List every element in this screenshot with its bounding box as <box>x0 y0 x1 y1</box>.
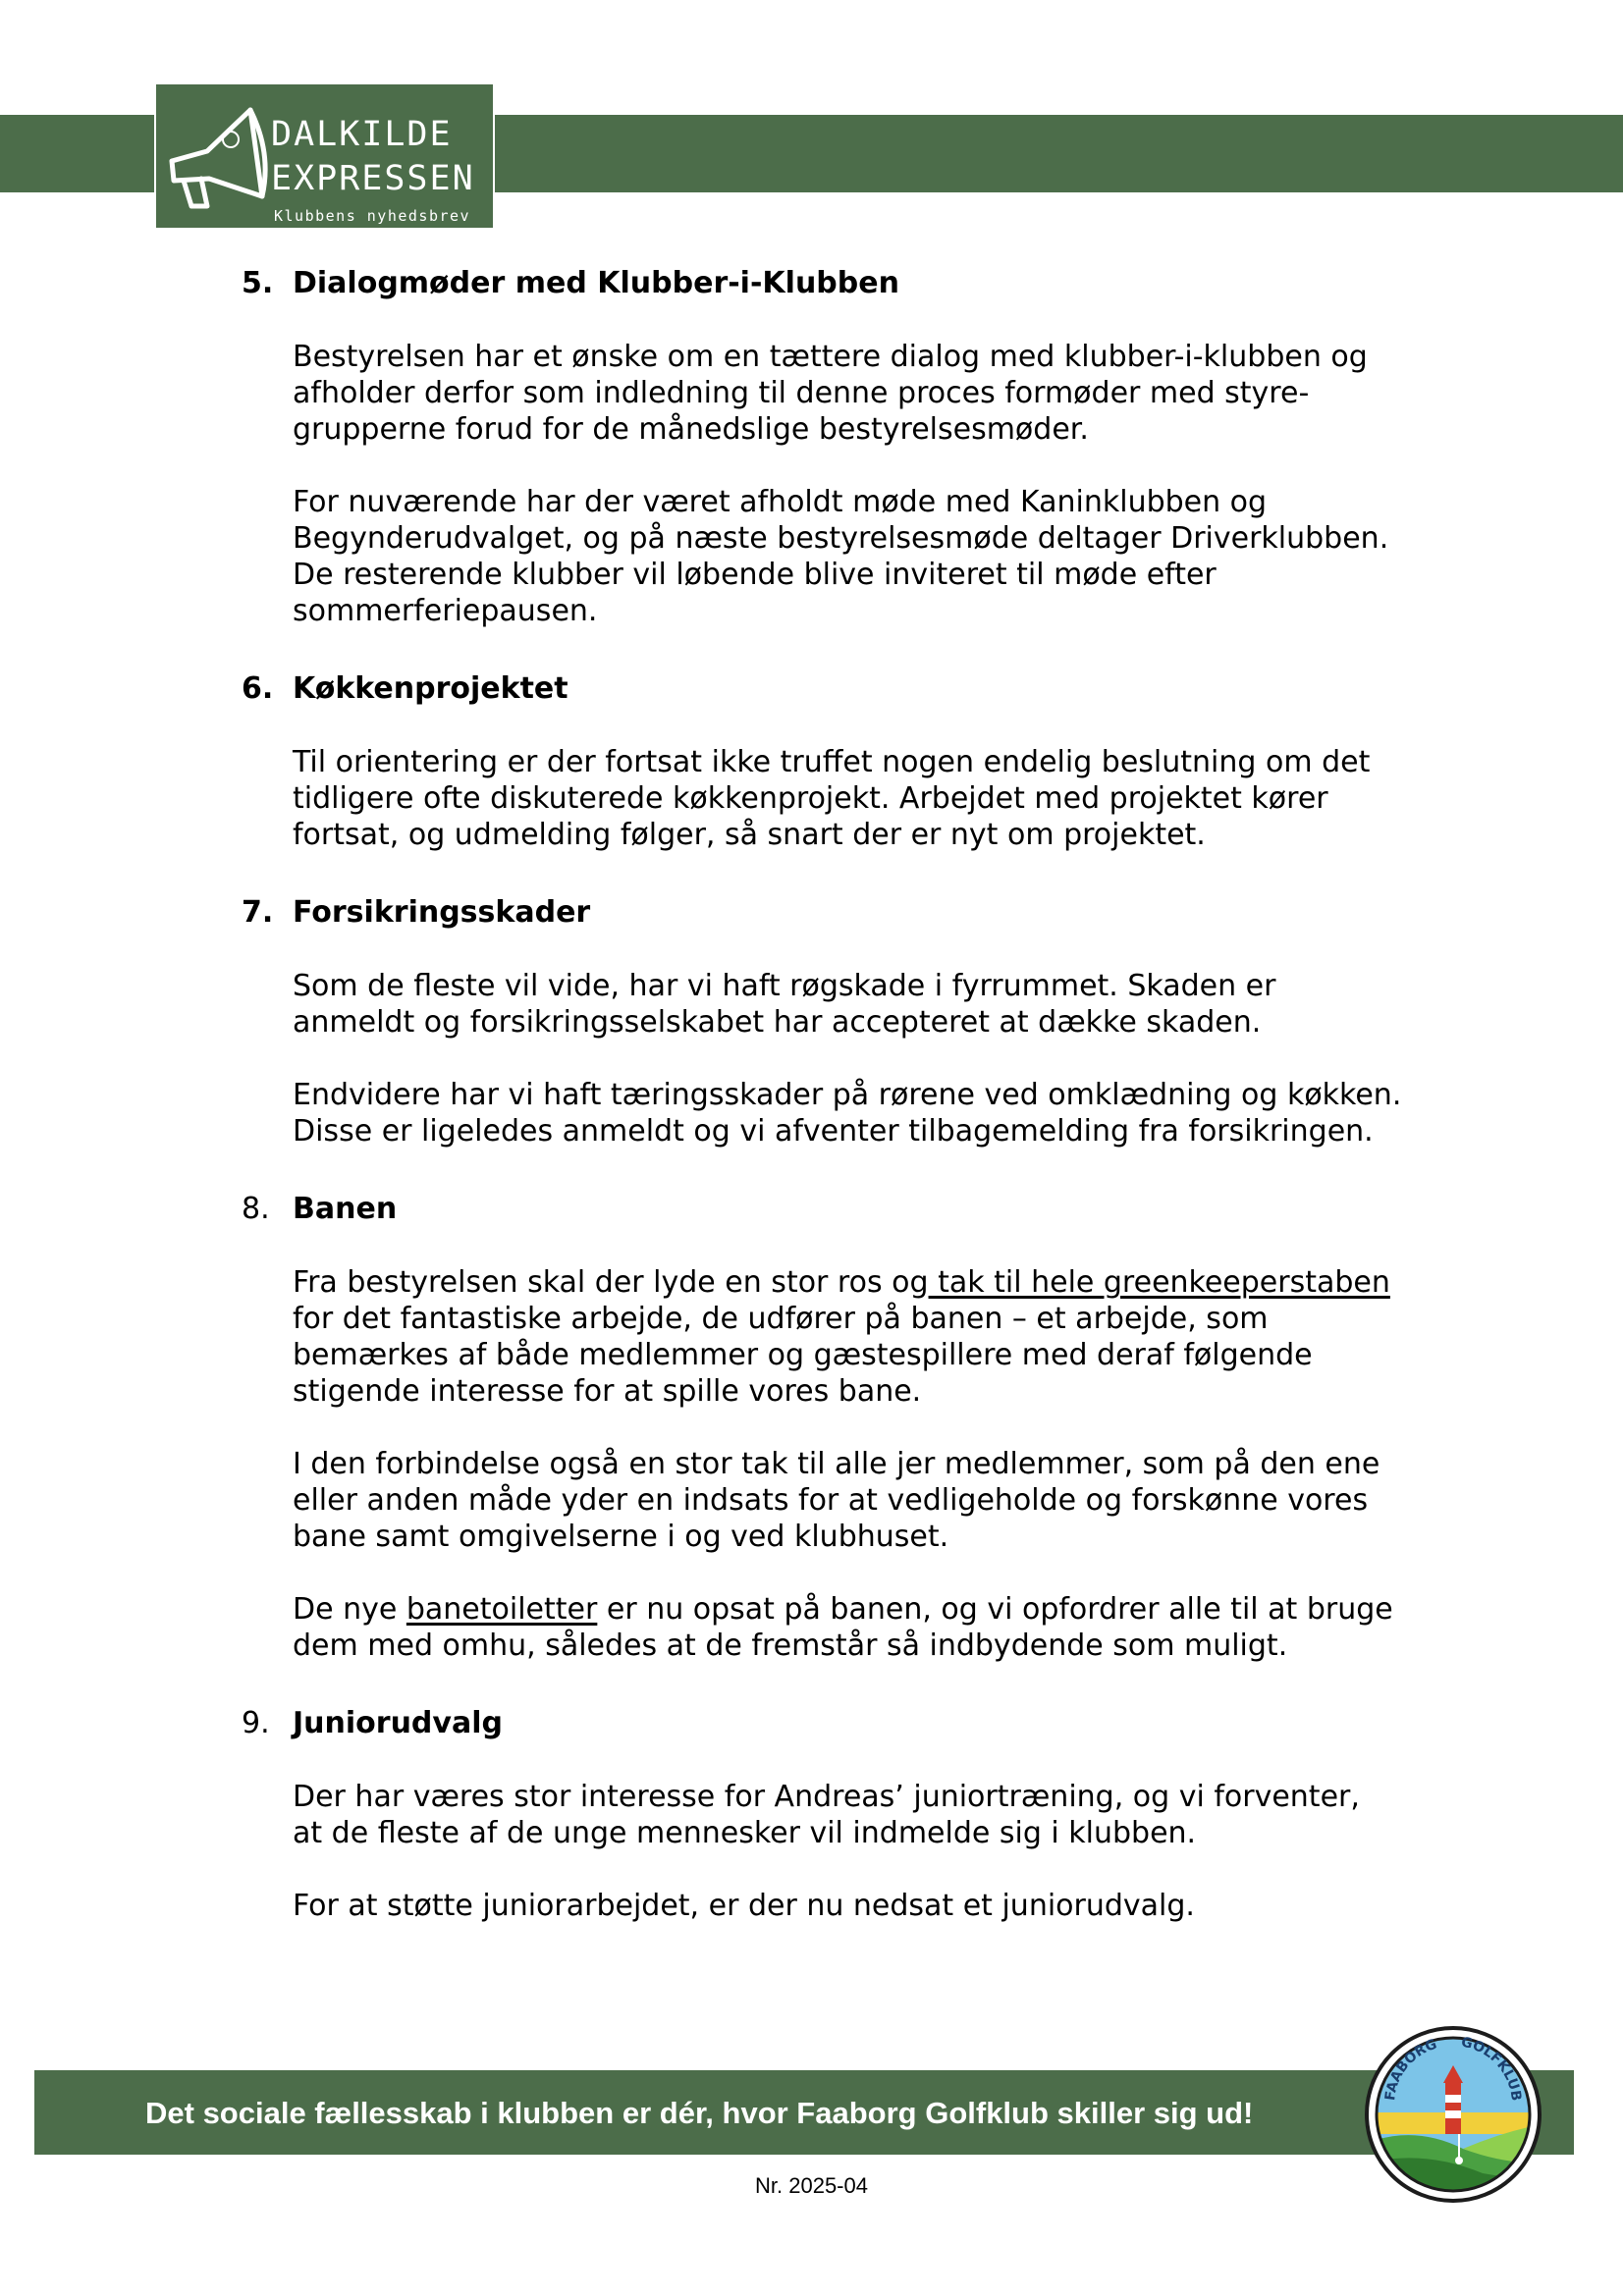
section-8 <box>242 1191 1449 1664</box>
section-number: 8. <box>242 1192 270 1226</box>
paragraph-text: for det fantastiske arbejde, de udfører på banen – et arbejde, som bemærkes af både medlemmer og gæstespillere med deraf følgende stigende interesse for at spille vores bane. <box>293 1302 1313 1409</box>
paragraph: I den forbindelse også en stor tak til alle jer medlemmer, som på den ene eller anden måde yder en indsats for at vedligeholde og forskønne vores bane samt omgivelserne i og ved klubhuset. <box>293 1447 1380 1554</box>
paragraph: Til orientering er der fortsat ikke truffet nogen endelig beslutning om det tidligere ofte diskuterede køkkenprojekt. Arbejdet med projektet kører fortsat, og udmelding følger, så snart der er nyt om projektet. <box>293 745 1371 852</box>
section-number: 6. <box>242 671 274 706</box>
megaphone-icon <box>162 96 276 212</box>
section-heading <box>242 1705 1449 1741</box>
section-6 <box>242 670 1449 853</box>
badge-text-faaborg: FAABORG <box>1382 2036 1439 2102</box>
section-heading <box>242 265 1449 301</box>
section-title: Dialogmøder med Klubber-i-Klubben <box>293 266 899 300</box>
logo-word-dalkilde: DALKILDE <box>271 115 453 154</box>
paragraph-text: er nu opsat på banen, og vi opfordrer alle til at bruge dem med omhu, således at de fremstår så indbydende som muligt. <box>293 1592 1393 1663</box>
paragraph: Endvidere har vi haft tæringsskader på rørene ved omklædning og køkken. Disse er ligeledes anmeldt og vi afventer tilbagemelding fra forsikringen. <box>293 1078 1402 1148</box>
issue-number: Nr. 2025-04 <box>755 2173 868 2198</box>
section-title: Banen <box>293 1192 398 1226</box>
paragraph <box>293 1264 1449 1410</box>
section-title: Juniorudvalg <box>293 1706 503 1740</box>
section-heading <box>242 894 1449 931</box>
section-number: 7. <box>242 895 274 930</box>
paragraph-text: Fra bestyrelsen skal der lyde en stor ros og <box>293 1265 929 1300</box>
newsletter-logo <box>154 82 495 230</box>
paragraph: Bestyrelsen har et ønske om en tættere dialog med klubber-i-klubben og afholder derfor som indledning til denne proces formøder med styre- grupperne forud for de månedslige bestyrelsesmøder. <box>293 340 1368 447</box>
section-heading <box>242 1191 1449 1227</box>
paragraph: Som de fleste vil vide, har vi haft røgskade i fyrrummet. Skaden er anmeldt og forsikringsselskabet har accepteret at dække skaden. <box>293 969 1276 1040</box>
footer-slogan: Det sociale fællesskab i klubben er dér, hvor Faaborg Golfklub skiller sig ud! <box>145 2096 1254 2130</box>
newsletter-body <box>242 265 1449 1965</box>
underlined-text: banetoiletter <box>406 1592 598 1627</box>
section-5 <box>242 265 1449 629</box>
section-heading <box>242 670 1449 707</box>
badge-text-golfklub: GOLFKLUB <box>1459 2034 1525 2103</box>
section-7 <box>242 894 1449 1149</box>
paragraph: For nuværende har der været afholdt møde med Kaninklubben og Begynderudvalget, og på næste bestyrelsesmøde deltager Driverklubben. De resterende klubber vil løbende blive inviteret til møde efter sommerferiepausen. <box>293 485 1389 628</box>
section-title: Forsikringsskader <box>293 895 591 930</box>
section-number: 5. <box>242 266 274 300</box>
logo-tagline: Klubbens nyhedsbrev <box>274 207 471 225</box>
paragraph-text: De nye <box>293 1592 406 1627</box>
underlined-text: tak til hele greenkeeperstaben <box>928 1265 1390 1300</box>
logo-word-expressen: EXPRESSEN <box>271 159 475 198</box>
footer-band <box>34 2070 1574 2155</box>
paragraph: Der har væres stor interesse for Andreas’ juniortræning, og vi forventer, at de fleste af de unge mennesker vil indmelde sig i klubben. <box>293 1780 1360 1850</box>
paragraph: For at støtte juniorarbejdet, er der nu nedsat et juniorudvalg. <box>293 1889 1195 1923</box>
section-title: Køkkenprojektet <box>293 671 568 706</box>
section-number: 9. <box>242 1706 270 1740</box>
section-9 <box>242 1705 1449 1924</box>
paragraph <box>293 1591 1449 1664</box>
